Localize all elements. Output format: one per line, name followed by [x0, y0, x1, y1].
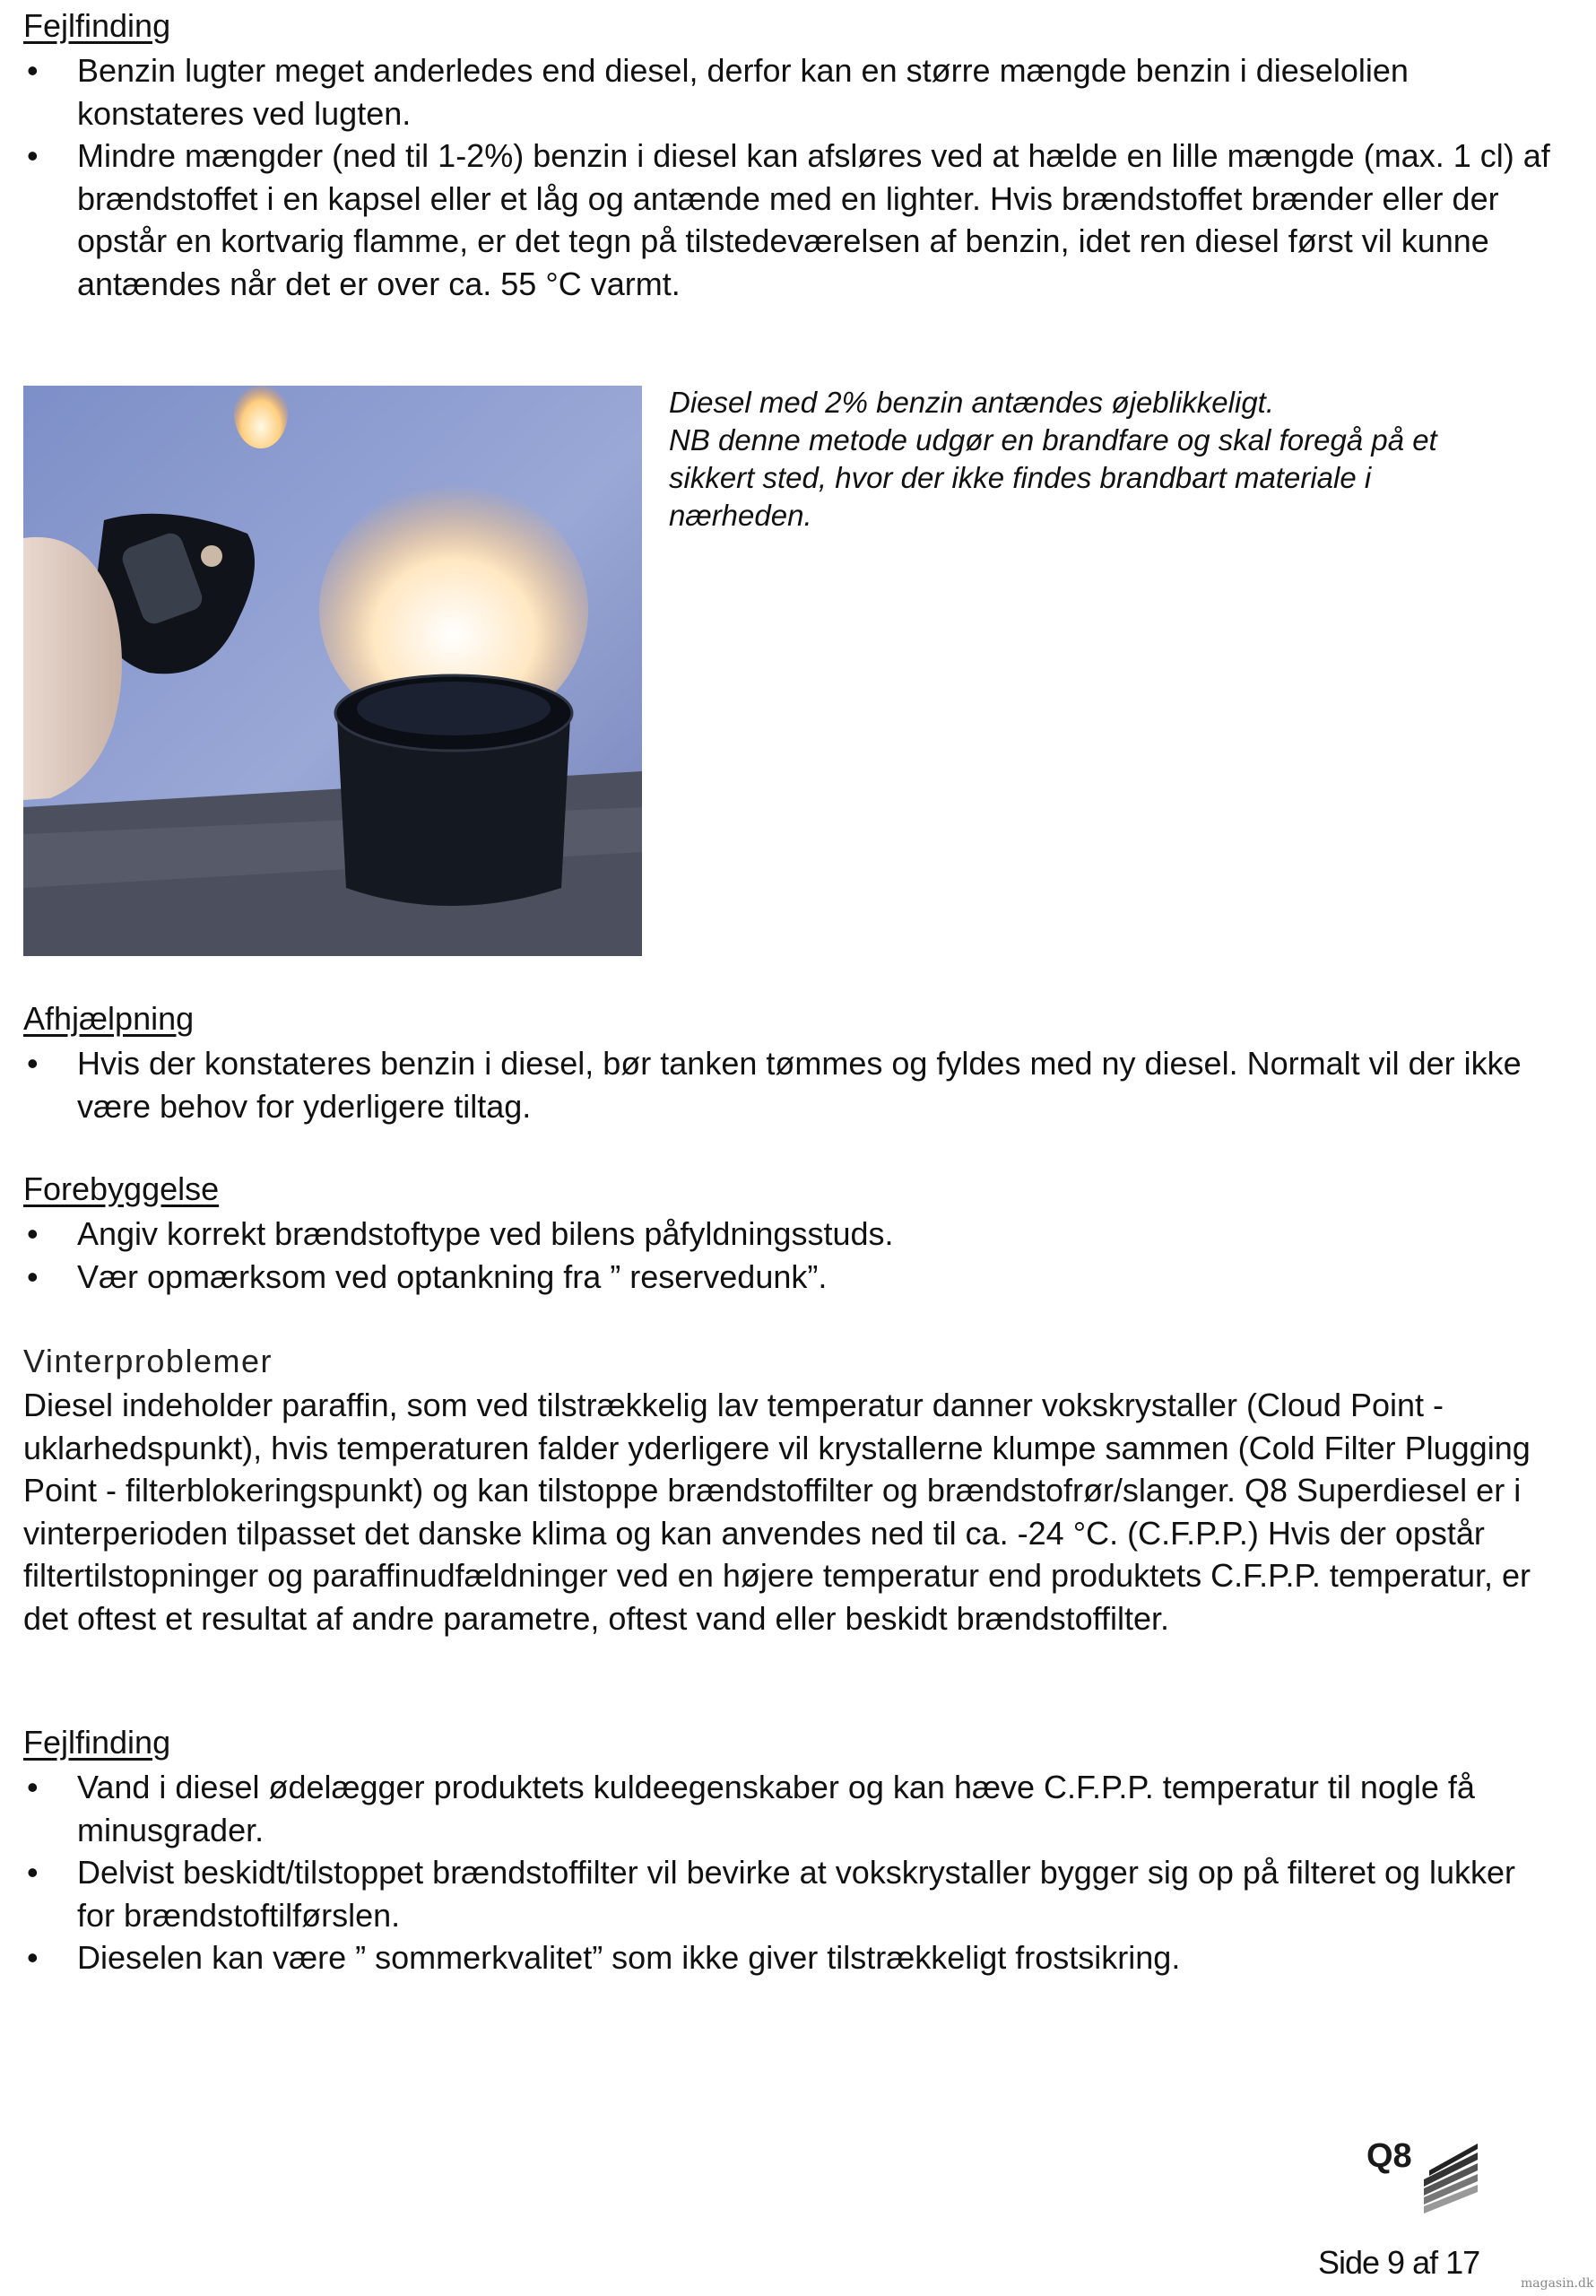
- lighter-flame-photo: [23, 386, 642, 956]
- section-heading-afhjaelpning: Afhjælpning: [23, 1000, 195, 1037]
- bullet-list-forebyggelse: [0, 1213, 1560, 1298]
- section-heading-fejlfinding: Fejlfinding: [23, 7, 171, 44]
- q8-logo: [1366, 2135, 1478, 2215]
- bullet-list-afhjaelpning: [0, 1042, 1560, 1127]
- section-heading-fejlfinding-2: Fejlfinding: [23, 1724, 171, 1761]
- list-item: • Mindre mængder (ned til 1-2%) benzin i diesel kan afsløres ved at hælde en lille mængde (max. 1 cl) af brændstoffet i en kapsel eller et låg og antænde med en lighter. Hvis brændstoffet brænder eller der opstår en kortvarig flamme, er det tegn på tilstedeværelsen af benzin, idet ren diesel først vil kunne antændes når det er over ca. 55 °C varmt.: [0, 135, 1560, 305]
- page-number: Side 9 af 17: [1318, 2244, 1480, 2281]
- q8-logo-text: Q8: [1366, 2137, 1412, 2175]
- section-heading-forebyggelse: Forebyggelse: [23, 1170, 220, 1207]
- caption-line-2: NB denne metode udgør en brandfare og skal foregå på et sikkert sted, hvor der ikke findes brandbart materiale i nærheden.: [669, 423, 1437, 532]
- list-item: • Benzin lugter meget anderledes end diesel, derfor kan en større mængde benzin i dieselolien konstateres ved lugten.: [0, 49, 1560, 135]
- list-item: • Delvist beskidt/tilstoppet brændstoffilter vil bevirke at vokskrystaller bygger sig op på filteret og lukker for brændstoftilførslen.: [0, 1851, 1560, 1936]
- list-item: • Hvis der konstateres benzin i diesel, bør tanken tømmes og fyldes med ny diesel. Normalt vil der ikke være behov for yderligere tiltag.: [0, 1042, 1560, 1127]
- figure-caption: [669, 384, 1494, 535]
- list-item: • Vand i diesel ødelægger produktets kuldeegenskaber og kan hæve C.F.P.P. temperatur til nogle få minusgrader.: [0, 1766, 1560, 1851]
- section-heading-vinterproblemer: Vinterproblemer: [23, 1343, 273, 1379]
- list-item: • Dieselen kan være ” sommerkvalitet” som ikke giver tilstrækkeligt frostsikring.: [0, 1936, 1560, 1979]
- bullet-list-fejlfinding: [0, 49, 1560, 305]
- list-item: • Angiv korrekt brændstoftype ved bilens påfyldningsstuds.: [0, 1213, 1560, 1256]
- list-item: • Vær opmærksom ved optankning fra ” reservedunk”.: [0, 1256, 1560, 1299]
- caption-line-1: Diesel med 2% benzin antændes øjeblikkeligt.: [669, 386, 1275, 419]
- watermark: magasin.dk: [1521, 2276, 1594, 2291]
- vinterproblemer-paragraph: Diesel indeholder paraffin, som ved tilstrækkelig lav temperatur danner vokskrystaller (Cloud Point - uklarhedspunkt), hvis temperaturen falder yderligere vil krystallerne klumpe sammen (Cold Filter Plugging Point - filterblokeringspunkt) og kan tilstoppe brændstoffilter og brændstofrør/slanger. Q8 Superdiesel er i vinterperioden tilpasset det danske klima og kan anvendes ned til ca. -24 °C. (C.F.P.P.) Hvis der opstår filtertilstopninger og paraffinudfældninger ved en højere temperatur end produktets C.F.P.P. temperatur, er det oftest et resultat af andre parametre, oftest vand eller beskidt brændstoffilter.: [23, 1387, 1531, 1637]
- bullet-list-fejlfinding-2: [0, 1766, 1560, 1979]
